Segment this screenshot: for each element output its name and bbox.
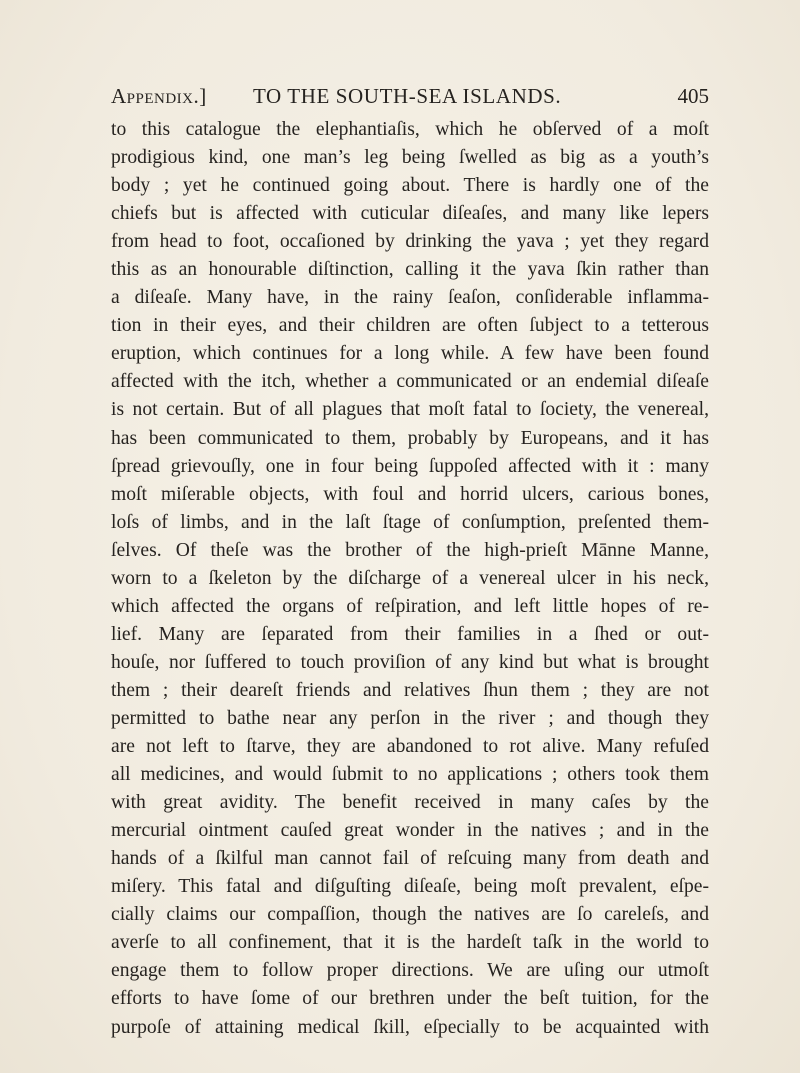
text-line: from head to foot, occaſioned by drinking the yava ; yet they regard bbox=[111, 231, 709, 253]
text-line: eruption, which continues for a long while. A few have been found bbox=[111, 343, 709, 365]
text-line: them ; their deareſt friends and relatives ſhun them ; they are not bbox=[111, 679, 709, 701]
text-line: affected with the itch, whether a communicated or an endemial diſeaſe bbox=[111, 371, 709, 393]
text-line: all medicines, and would ſubmit to no applications ; others took them bbox=[111, 764, 709, 786]
text-line: moſt miſerable objects, with foul and horrid ulcers, carious bones, bbox=[111, 483, 709, 505]
text-line: chiefs but is affected with cuticular diſeaſes, and many like lepers bbox=[111, 203, 709, 225]
header-section-label: Appendix.] bbox=[111, 84, 207, 108]
text-line: worn to a ſkeleton by the diſcharge of a venereal ulcer in his neck, bbox=[111, 567, 709, 589]
header-title: TO THE SOUTH-SEA ISLANDS. bbox=[253, 84, 562, 108]
running-header bbox=[111, 84, 709, 114]
text-line: purpoſe of attaining medical ſkill, eſpecially to be acquainted with bbox=[111, 1016, 709, 1038]
text-line: has been communicated to them, probably by Europeans, and it has bbox=[111, 427, 709, 449]
text-line: with great avidity. The benefit received in many caſes by the bbox=[111, 792, 709, 814]
text-line: are not left to ſtarve, they are abandoned to rot alive. Many refuſed bbox=[111, 736, 709, 758]
text-line: tion in their eyes, and their children are often ſubject to a tetterous bbox=[111, 315, 709, 337]
text-line: loſs of limbs, and in the laſt ſtage of conſumption, preſented them- bbox=[111, 511, 709, 533]
text-line: miſery. This fatal and diſguſting diſeaſe, being moſt prevalent, eſpe- bbox=[111, 876, 709, 898]
text-line: engage them to follow proper directions. We are uſing our utmoſt bbox=[111, 960, 709, 982]
text-line: efforts to have ſome of our brethren under the beſt tuition, for the bbox=[111, 988, 709, 1010]
text-line: a diſeaſe. Many have, in the rainy ſeaſon, conſiderable inflamma- bbox=[111, 287, 709, 309]
text-line: mercurial ointment cauſed great wonder in the natives ; and in the bbox=[111, 820, 709, 842]
text-line: permitted to bathe near any perſon in the river ; and though they bbox=[111, 707, 709, 729]
text-line: averſe to all confinement, that it is the hardeſt taſk in the world to bbox=[111, 932, 709, 954]
text-line: this as an honourable diſtinction, calling it the yava ſkin rather than bbox=[111, 259, 709, 281]
text-line: lief. Many are ſeparated from their families in a ſhed or out- bbox=[111, 623, 709, 645]
text-line: ſpread grievouſly, one in four being ſuppoſed affected with it : many bbox=[111, 455, 709, 477]
text-line: houſe, nor ſuffered to touch proviſion of any kind but what is brought bbox=[111, 651, 709, 673]
text-line: prodigious kind, one man’s leg being ſwelled as big as a youth’s bbox=[111, 147, 709, 169]
text-line: hands of a ſkilful man cannot fail of reſcuing many from death and bbox=[111, 848, 709, 870]
text-line: body ; yet he continued going about. There is hardly one of the bbox=[111, 175, 709, 197]
text-line: to this catalogue the elephantiaſis, which he obſerved of a moſt bbox=[111, 119, 709, 140]
page-number: 405 bbox=[677, 84, 709, 108]
text-line: ſelves. Of theſe was the brother of the high-prieſt Mānne Manne, bbox=[111, 539, 709, 561]
text-line: is not certain. But of all plagues that moſt fatal to ſociety, the venereal, bbox=[111, 399, 709, 421]
text-line: cially claims our compaſſion, though the natives are ſo careleſs, and bbox=[111, 904, 709, 926]
body-text bbox=[111, 116, 709, 1042]
text-line: which affected the organs of reſpiration, and left little hopes of re- bbox=[111, 595, 709, 617]
